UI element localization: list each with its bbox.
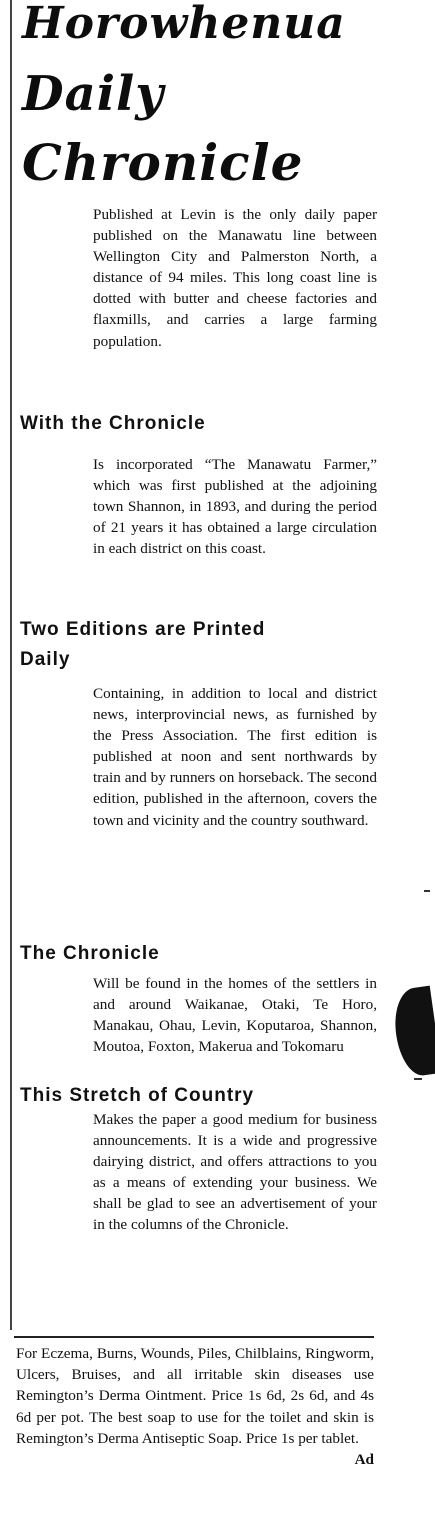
editions-heading-line-2: Daily	[20, 649, 71, 670]
derma-advertisement	[16, 1343, 374, 1470]
ink-speck	[414, 1078, 422, 1080]
ink-speck	[424, 890, 430, 892]
editions-heading-line-1: Two Editions are Printed	[20, 619, 266, 640]
editions-paragraph: Containing, in addition to local and district news, interprovincial news, as furnished by the Press Association. The first edition is published at noon and sent northwards by train and by runners on horseback. The second edition, published in the afternoon, covers the town and vicinity and the country southward.	[93, 685, 377, 829]
chronicle-paragraph: Will be found in the homes of the settlers in and around Waikanae, Otaki, Te Horo, Manakau, Ohau, Levin, Koputaroa, Shannon, Moutoa, Foxton, Makerua and Tokomaru	[93, 975, 377, 1056]
chronicle-heading: The Chronicle	[20, 943, 160, 964]
stretch-heading: This Stretch of Country	[20, 1085, 255, 1106]
section-divider	[14, 1336, 374, 1338]
masthead-line-3: Chronicle	[22, 133, 304, 192]
advertisement-text: For Eczema, Burns, Wounds, Piles, Chilblains, Ringworm, Ulcers, Bruises, and all irritable skin diseases use Remington’s Derma Ointment. Price 1s 6d, 2s 6d, and 4s 6d per pot. The best soap to use for the toilet and skin is Remington’s Derma Antiseptic Soap. Price 1s per tablet.	[16, 1345, 374, 1447]
ink-smudge	[390, 986, 435, 1079]
intro-paragraph: Published at Levin is the only daily paper published on the Manawatu line between Wellington City and Palmerston North, a distance of 94 miles. This long coast line is dotted with butter and cheese factories and flaxmills, and carries a large farming population.	[93, 206, 377, 350]
masthead-line-2: Daily	[22, 66, 165, 122]
masthead-line-1: Horowhenua	[22, 0, 346, 49]
with-chronicle-heading: With the Chronicle	[20, 413, 206, 434]
stretch-paragraph: Makes the paper a good medium for business announcements. It is a wide and progressive dairying district, and offers attractions to you as a means of extending your business. We shall be glad to see an advertisement of your in the columns of the Chronicle.	[93, 1111, 377, 1234]
advertisement-mark: Ad	[354, 1451, 374, 1469]
left-column-rule	[10, 0, 12, 1330]
with-chronicle-paragraph: Is incorporated “The Manawatu Farmer,” which was first published at the adjoining town Shannon, in 1893, and during the period of 21 years it has obtained a large circulation in each district on this coast.	[93, 456, 377, 558]
